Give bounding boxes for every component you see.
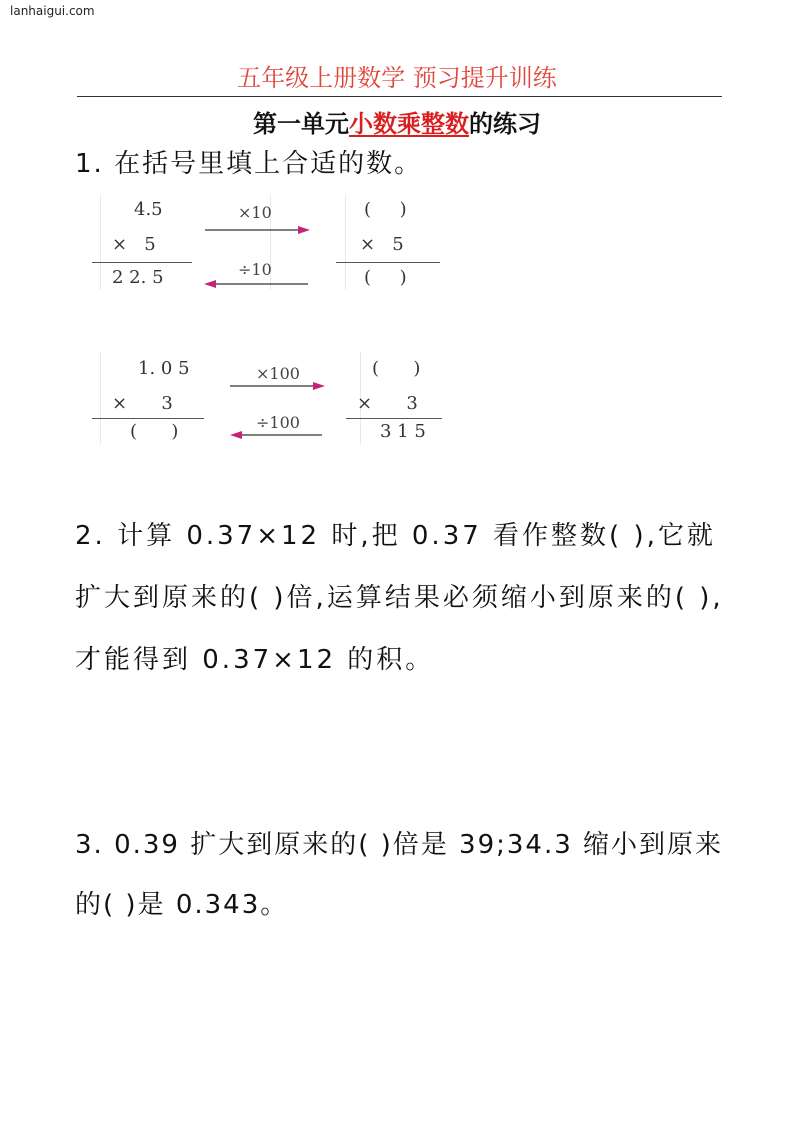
calc2-left-top: 1. 0 5 xyxy=(138,358,190,379)
arrow-forward-1-head xyxy=(298,226,310,234)
calc1-op-forward: ×10 xyxy=(238,203,272,222)
calc1-left-mult: × 5 xyxy=(112,234,156,255)
site-watermark: lanhaigui.com xyxy=(10,4,95,18)
question-3-text: 3. 0.39 扩大到原来的( )倍是 39;34.3 缩小到原来的( )是 0.343。 xyxy=(75,830,724,920)
question-2-text: 2. 计算 0.37×12 时,把 0.37 看作整数( ),它就扩大到原来的( )倍,运算结果必须缩小到原来的( ),才能得到 0.37×12 的积。 xyxy=(75,521,724,675)
grid-line xyxy=(100,352,101,444)
calc2-right-rule xyxy=(346,418,442,419)
calc1-right-result: ( ) xyxy=(364,267,407,288)
calc1-right-rule xyxy=(336,262,440,263)
calc2-right-top: ( ) xyxy=(372,358,421,379)
arrow-back-2-head xyxy=(230,431,242,439)
unit-title-suffix: 的练习 xyxy=(469,110,541,138)
header-divider xyxy=(77,96,722,97)
grid-line xyxy=(100,195,101,290)
grid-line xyxy=(345,195,346,290)
calc2-left-result: ( ) xyxy=(130,421,179,442)
calc1-op-back: ÷10 xyxy=(238,260,272,279)
arrow-back-1-head xyxy=(204,280,216,288)
calc1-right-top: ( ) xyxy=(364,199,407,220)
calc2-left-rule xyxy=(92,418,204,419)
calc1-right-mult: × 5 xyxy=(360,234,404,255)
calc2-right-result: 3 1 5 xyxy=(380,421,426,442)
calc2-op-forward: ×100 xyxy=(256,364,300,383)
calc1-left-rule xyxy=(92,262,192,263)
unit-title-highlight: 小数乘整数 xyxy=(349,110,469,138)
question-1-text: 1. 在括号里填上合适的数。 xyxy=(75,149,423,179)
calc1-left-top: 4.5 xyxy=(134,199,163,220)
calc2-op-back: ÷100 xyxy=(256,413,300,432)
arrow-forward-2-head xyxy=(313,382,325,390)
calc2-right-mult: × 3 xyxy=(357,393,418,414)
calc2-left-mult: × 3 xyxy=(112,393,173,414)
unit-title-prefix: 第一单元 xyxy=(253,110,349,138)
header-title: 五年级上册数学 预习提升训练 xyxy=(237,64,557,92)
unit-title xyxy=(0,104,794,139)
calc1-left-result: 2 2. 5 xyxy=(112,267,164,288)
